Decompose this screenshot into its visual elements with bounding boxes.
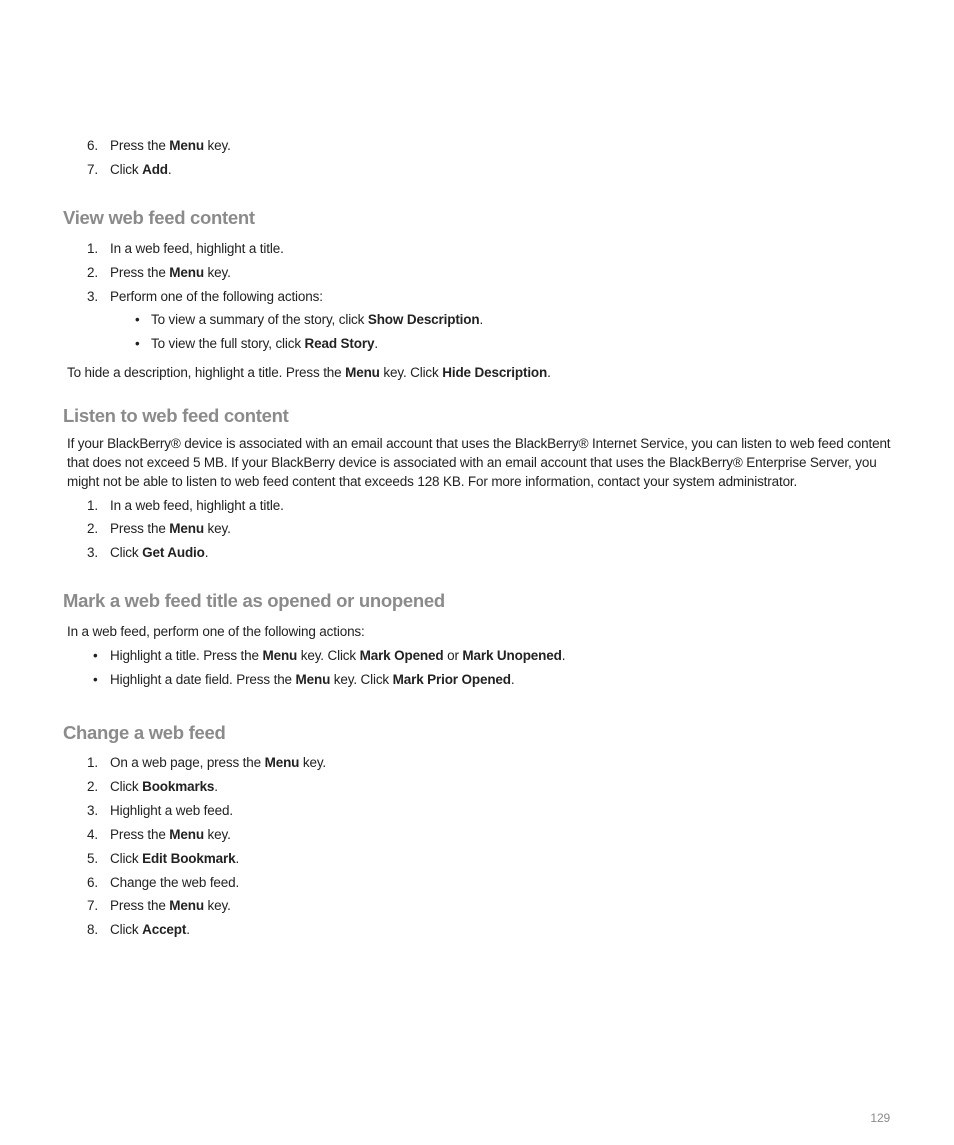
view-note: To hide a description, highlight a title. Press the Menu key. Click Hide Description. — [67, 365, 551, 380]
step-number: 2. — [87, 265, 98, 280]
step-number: 3. — [87, 545, 98, 560]
step-number: 1. — [87, 498, 98, 513]
bullet-icon: • — [135, 312, 140, 327]
section-heading-mark: Mark a web feed title as opened or unopened — [63, 590, 445, 611]
step-text: Click Add. — [110, 162, 172, 177]
step-number: 4. — [87, 827, 98, 842]
step-number: 2. — [87, 779, 98, 794]
step-text: Press the Menu key. — [110, 521, 231, 536]
step-number: 6. — [87, 875, 98, 890]
bullet-text: To view a summary of the story, click Show Description. — [151, 312, 484, 327]
step-number: 3. — [87, 289, 98, 304]
step-text: Click Accept. — [110, 922, 190, 937]
step-number: 2. — [87, 521, 98, 536]
bullet-text: Highlight a date field. Press the Menu key. Click Mark Prior Opened. — [110, 672, 515, 687]
bullet-text: To view the full story, click Read Story. — [151, 336, 378, 351]
step-text: On a web page, press the Menu key. — [110, 755, 327, 770]
bullet-text: Highlight a title. Press the Menu key. Click Mark Opened or Mark Unopened. — [110, 648, 566, 663]
bullet-icon: • — [135, 336, 140, 351]
step-text: In a web feed, highlight a title. — [110, 498, 284, 513]
step-number: 5. — [87, 851, 98, 866]
step-text: Click Bookmarks. — [110, 779, 218, 794]
step-number: 6. — [87, 138, 98, 153]
step-text: Click Get Audio. — [110, 545, 209, 560]
step-text: Press the Menu key. — [110, 138, 231, 153]
section-heading-listen: Listen to web feed content — [63, 405, 289, 426]
step-number: 7. — [87, 898, 98, 913]
step-text: Click Edit Bookmark. — [110, 851, 240, 866]
bullet-icon: • — [93, 648, 98, 663]
step-text: Press the Menu key. — [110, 265, 231, 280]
step-number: 1. — [87, 755, 98, 770]
step-number: 7. — [87, 162, 98, 177]
bullet-icon: • — [93, 672, 98, 687]
step-text: Change the web feed. — [110, 875, 240, 890]
step-text: Press the Menu key. — [110, 827, 231, 842]
step-number: 8. — [87, 922, 98, 937]
step-number: 1. — [87, 241, 98, 256]
listen-paragraph: If your BlackBerry® device is associated with an email account that uses the BlackBerry® Internet Service, you can listen to web feed content that does not exceed 5 MB. If your BlackBerry device is associated with an email account that uses the BlackBerry® Enterprise Server, you might not be able to listen to web feed content that exceeds 128 KB. For more information, contact your system administrator. — [67, 436, 891, 489]
step-text: Press the Menu key. — [110, 898, 231, 913]
section-heading-view: View web feed content — [63, 207, 255, 228]
step-number: 3. — [87, 803, 98, 818]
mark-intro: In a web feed, perform one of the following actions: — [67, 624, 365, 639]
step-text: Perform one of the following actions: — [110, 289, 323, 304]
step-text: Highlight a web feed. — [110, 803, 233, 818]
step-text: In a web feed, highlight a title. — [110, 241, 284, 256]
section-heading-change: Change a web feed — [63, 722, 226, 743]
page-number: 129 — [870, 1111, 890, 1125]
